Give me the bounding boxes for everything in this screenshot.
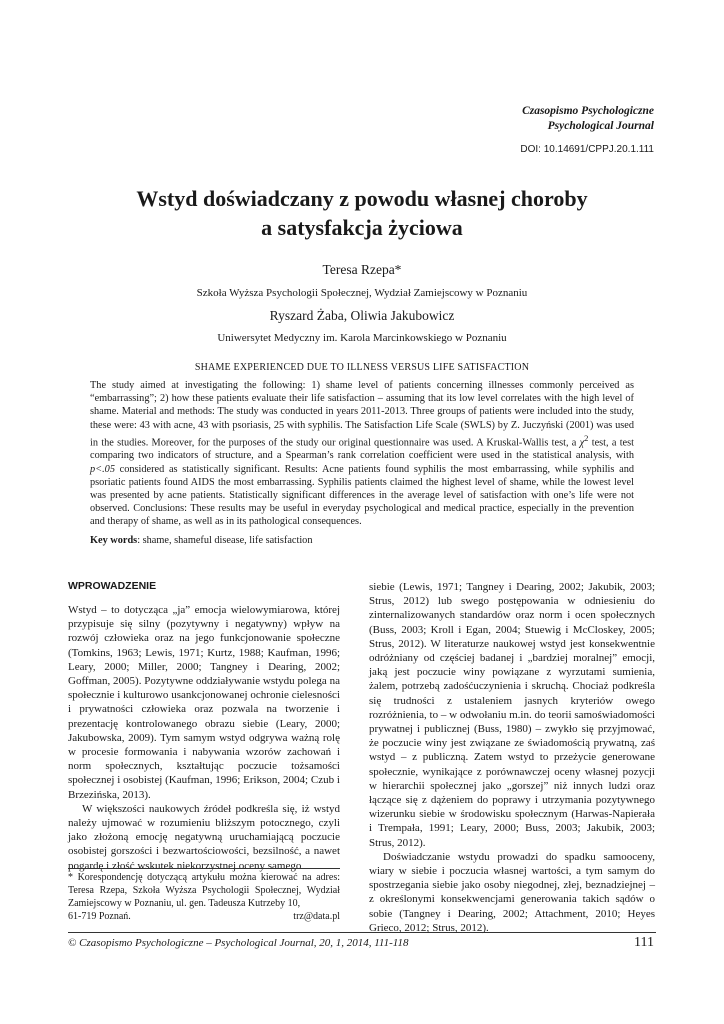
paragraph: Wstyd – to dotycząca „ja” emocja wielowymiarowa, której przypisuje się silny (pozytywny i negatywny) wpływ na rozwój człowieka oraz na jego funkcjonowanie społeczne (Tomkins, 1963; Lewis, 1971; Kurtz, 1988; Kaufman, 1996; Leary, 2000; Miller, 2000; Tangney i Dearing, 2002; Goffman, 2005). Pozytywne oddziaływanie wstydu polega na społecznie i kulturowo usankcjonowanej ochronie cielesności i prywatności człowieka oraz pozwala na tworzenie i prezentację kontrolowanego obrazu siebie (Leary, 2000; Jakubowska, 2009). Tym samym wstyd odgrywa ważną rolę w procesie formowania i nabywania wzorów zachowań i norm społecznych, kształtując poczucie tożsamości społecznej i osobistej (Kaufman, 1996; Erikson, 2004; Czub i Brzezińska, 2013). (68, 604, 340, 801)
journal-name-pl: Czasopismo Psychologiczne (522, 105, 654, 117)
right-column (369, 580, 655, 935)
article-title (70, 184, 654, 242)
footnote-address: 61-719 Poznań. (68, 911, 131, 922)
keywords-list: : shame, shameful disease, life satisfaction (137, 535, 313, 546)
paragraph: Doświadczanie wstydu prowadzi do spadku samooceny, wiary w siebie i poczucia własnej wartości, a tym samym do spostrzegania siebie jako osoby niegodnej, złej, beznadziejnej – z określonymi konsekwencjami generowania takich sądów o sobie (Tangney i Dearing, 2002; Attachment, 2010; Heyes Grieco, 2012; Strus, 2012). (369, 850, 655, 934)
keywords-label: Key words (90, 535, 138, 546)
author-1: Teresa Rzepa* (322, 262, 402, 277)
footnote-divider (68, 868, 340, 869)
left-column (68, 603, 340, 873)
journal-name (522, 104, 654, 134)
footnote-text: * Korespondencję dotyczącą artykułu można kierować na adres: Teresa Rzepa, Szkoła Wyższa Psychologii Społecznej, Wydział Zamiejscowy w Poznaniu, ul. gen. Tadeusza Kutrzeby 10, (68, 872, 340, 909)
affiliation-1: Szkoła Wyższa Psychologii Społecznej, Wydział Zamiejscowy w Poznaniu (196, 287, 528, 299)
p-value: p<.05 (90, 463, 115, 475)
abstract (90, 379, 634, 529)
footnote-last-line (68, 910, 340, 923)
abstract-part-2: test, a test comparing two indicators of structure, and a Spearman’s rank correlation coefficient were used in the statistical analysis, with (90, 437, 634, 462)
abstract-part-3: considered as statistically significant. Results: Acne patients found syphilis the most embarrassing, while syphilis and psoriatic patients found AIDS the most embarrassing. Syphilis patients claimed the highest level of shame, while the lowest level was presented by acne patients. Statistically significant differences in the average level of satisfaction with one’s life were not observed. Conclusions: These results may be useful in everyday psychological and medical practice, especially in the prevention and therapy of shame, as well as in its pathological consequences. (90, 463, 634, 528)
doi: DOI: 10.14691/CPPJ.20.1.111 (520, 144, 654, 155)
chi-symbol: χ (579, 437, 585, 449)
section-heading: WPROWADZENIE (68, 580, 157, 592)
title-line-2: a satysfakcja życiowa (261, 215, 463, 240)
author-2: Ryszard Żaba, Oliwia Jakubowicz (269, 308, 455, 323)
keywords (90, 535, 634, 546)
paragraph: W większości naukowych źródeł podkreśla się, iż wstyd należy ujmować w rozumieniu bliższym potocznego, czyli jako złożoną emocję negatywną uruchamiającą poczucie osobistej gorszości i bezwartościowości, bezsilność, a nawet pogardę i złość wskutek niekorzystnej oceny samego (68, 802, 340, 872)
title-line-1: Wstyd doświadczany z powodu własnej choroby (136, 186, 588, 211)
abstract-heading: SHAME EXPERIENCED DUE TO ILLNESS VERSUS LIFE SATISFACTION (194, 362, 530, 373)
footnote-email[interactable]: trz@data.pl (293, 911, 340, 922)
paragraph: siebie (Lewis, 1971; Tangney i Dearing, 2002; Jakubik, 2003; Strus, 2012) lub swego postępowania w odniesieniu do zinternalizowanych standardów oraz norm i ocen społecznych (Buss, 2003; Kroll i Egan, 2004; Stuewig i McCloskey, 2005; Strus, 2012). W literaturze naukowej wstyd jest konsekwentnie odróżniany od częściej badanej i „bardziej moralnej” emocji, jaką jest poczucie winy powiązane z wyrzutami sumienia, żalem, potrzebą zadośćuczynienia i skruchą. Chociaż podkreśla się trudności z ustaleniem jasnych kryteriów owego rozróżnienia, to – w odwołaniu m.in. do teorii samoświadomości prywatnej i publicznej (Buss, 1980) – zwykło się przyjmować, że poczucie winy jest związane ze świadomością prywatną, zaś wstyd – z publiczną. Zatem wstyd to przeżycie generowane społecznie, wynikające z porównawczej oceny własnej pozycji w hierarchii społecznej jako „gorszej” niż innych ludzi oraz łączące się z dążeniem do poprawy i utrzymania pozytywnego wizerunku siebie w środowisku społecznym (Harwas-Napierała i Trempała, 1991; Leary, 2000; Buss, 2003; Jakubik, 2003; Strus, 2012). (369, 581, 655, 849)
journal-name-en: Psychological Journal (547, 120, 654, 132)
abstract-part-1: The study aimed at investigating the following: 1) shame level of patients concerning illnesses commonly perceived as “embarrassing”; 2) how these patients evaluate their life satisfaction – assuming that its low level correlates with the high level of shame. Material and methods: The study was conducted in years 2011-2013. Three groups of patients were included into the study, these were: 43 with acne, 43 with psoriasis, 25 with syphilis. The Satisfaction Life Scale (SWLS) by Z. Juczyński (2001) was used in the studies. Moreover, for the purposes of the study our original questionnaire was used. A Kruskal-Wallis test, a (90, 380, 634, 449)
affiliation-2: Uniwersytet Medyczny im. Karola Marcinkowskiego w Poznaniu (217, 332, 507, 344)
footer-citation: © Czasopismo Psychologiczne – Psychological Journal, 20, 1, 2014, 111-118 (68, 937, 409, 949)
chi-superscript: 2 (584, 432, 589, 443)
footnote (68, 871, 340, 923)
footer-divider (68, 932, 656, 933)
page-number: 111 (634, 935, 654, 950)
